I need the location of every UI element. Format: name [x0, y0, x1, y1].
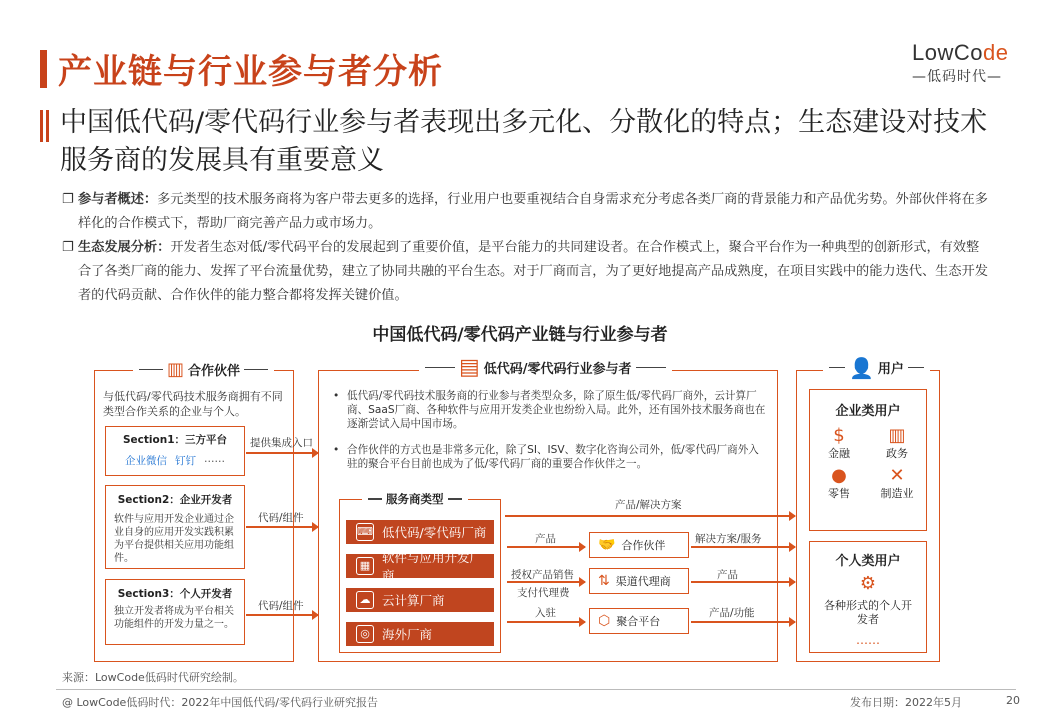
- retail-item: ● 零售: [810, 467, 868, 501]
- label-product: 产品: [535, 533, 556, 545]
- footer-report: @ LowCode低码时代：2022年中国低代码/零代码行业研究报告: [62, 696, 379, 709]
- code-icon: ⌨: [356, 523, 374, 541]
- checkbox-icon: ❐: [62, 192, 74, 207]
- top-arrow-label: 产品/解决方案: [615, 499, 682, 511]
- wecom-logo: 企业微信: [125, 455, 167, 467]
- arrow-partner-out: [691, 546, 795, 548]
- handshake-icon: 🤝: [598, 537, 616, 553]
- hexagon-icon: ⬡: [598, 613, 611, 629]
- participants-panel: [318, 354, 778, 662]
- channel-icon: ⇅: [598, 573, 610, 589]
- type-cloud-vendor: ☁ 云计算厂商: [346, 588, 494, 612]
- arrow3-label: 代码/组件: [258, 600, 304, 612]
- node-partner: 🤝 合作伙伴: [589, 532, 689, 558]
- arrow1-label: 提供集成入口: [250, 437, 313, 449]
- section2-desc: 软件与应用开发企业通过企业自身的应用开发实践积累为平台提供相关应用功能组件。: [114, 514, 234, 564]
- user-icon: 👤: [849, 355, 874, 380]
- arrow-code-enterprise: [246, 526, 318, 528]
- type-overseas-vendor: ◎ 海外厂商: [346, 622, 494, 646]
- arrow2-label: 代码/组件: [258, 512, 304, 524]
- label-product-function: 产品/功能: [709, 607, 755, 619]
- bullet-ecosystem: [62, 236, 992, 308]
- government-item: ▥ 政务: [868, 427, 926, 461]
- checkbox-icon: ❐: [62, 240, 74, 255]
- node-channel: ⇅ 渠道代理商: [589, 568, 689, 594]
- individual-users-card: [809, 541, 927, 653]
- bullet-label: 生态发展分析：: [78, 240, 171, 255]
- partners-desc: 与低代码/零代码技术服务商拥有不同类型合作关系的企业与个人。: [103, 390, 283, 418]
- logo-text-b: de: [982, 40, 1009, 65]
- type-lowcode-vendor: ⌨ 低代码/零代码厂商: [346, 520, 494, 544]
- logo-text-a: LowCo: [912, 40, 983, 65]
- tools-icon: ✕: [889, 465, 905, 486]
- government-icon: ▥: [888, 425, 906, 446]
- arrow-aggregator-out: [691, 621, 795, 623]
- section3-desc: 独立开发者将成为平台相关功能组件的开发力量之一。: [114, 606, 234, 630]
- provider-types-head: 服务商类型: [362, 491, 468, 507]
- label-product-2: 产品: [717, 569, 738, 581]
- section2-title: Section2：企业开发者: [117, 494, 233, 506]
- bullet-overview: [62, 188, 992, 236]
- money-bag-icon: $: [833, 425, 845, 446]
- label-enter: 入驻: [535, 607, 556, 619]
- section2-box: [105, 485, 245, 569]
- partners-head: ▥ 合作伙伴: [133, 360, 274, 379]
- arrow-code-individual: [246, 614, 318, 616]
- more-ellipsis: ……: [204, 453, 225, 465]
- label-fee: 支付代理费: [517, 587, 570, 599]
- brand-logo: [912, 40, 1012, 86]
- document-icon: ▤: [459, 354, 480, 380]
- participants-head: ▤ 低代码/零代码行业参与者: [419, 358, 672, 377]
- arrow-to-channel: [507, 581, 585, 583]
- title-accent-bar: [40, 50, 47, 88]
- summary-bullets: [62, 188, 992, 308]
- manufacturing-item: ✕ 制造业: [868, 467, 926, 501]
- arrow-integration: [246, 452, 318, 454]
- section1-box: [105, 426, 245, 476]
- footer-date: 发布日期：2022年5月: [850, 696, 962, 709]
- building-icon: ▥: [167, 358, 185, 380]
- retail-icon: ●: [831, 465, 847, 486]
- footer-divider: [56, 689, 1016, 690]
- arrow-product-solution: [505, 515, 795, 517]
- node-aggregator: ⬡ 聚合平台: [589, 608, 689, 634]
- globe-icon: ◎: [356, 625, 374, 643]
- apps-icon: ▦: [356, 557, 374, 575]
- section1-platforms: [106, 453, 244, 468]
- page-title: 产业链与行业参与者分析: [58, 52, 443, 92]
- enterprise-users-grid: [810, 427, 926, 501]
- diagram-title: 中国低代码/零代码产业链与行业参与者: [372, 325, 668, 345]
- users-head: 👤 用户: [823, 358, 930, 377]
- finance-item: $ 金融: [810, 427, 868, 461]
- bullet-label: 参与者概述：: [78, 192, 158, 207]
- participants-bullet2: • 合作伙伴的方式也是非常多元化，除了SI、ISV、数字化咨询公司外，低/零代码厂商外入驻的聚合平台目前也成为了低/零代码厂商的重要合作伙伴之一。: [333, 444, 759, 470]
- logo-subtitle: —低码时代—: [912, 69, 1002, 85]
- arrow-channel-out: [691, 581, 795, 583]
- section3-title: Section3：个人开发者: [117, 588, 233, 600]
- page-number: 20: [1006, 694, 1020, 707]
- enterprise-users-card: [809, 389, 927, 531]
- section3-box: [105, 579, 245, 645]
- type-software-vendor: ▦ 软件与应用开发厂商: [346, 554, 494, 578]
- arrow-to-aggregator: [507, 621, 585, 623]
- label-solution-service: 解决方案/服务: [695, 533, 762, 545]
- page-subtitle: 中国低代码/零代码行业参与者表现出多元化、分散化的特点；生态建设对技术服务商的发展具有重要意义: [60, 107, 988, 176]
- section1-title: Section1：三方平台: [122, 434, 228, 446]
- enterprise-users-title: 企业类用户: [835, 404, 901, 419]
- developer-icon: ⚙: [859, 573, 877, 594]
- individual-users-desc: 各种形式的个人开发者: [824, 599, 912, 626]
- bullet-text: 开发者生态对低/零代码平台的发展起到了重要价值，是平台能力的共同建设者。在合作模式上，聚合平台作为一种典型的创新形式，有效整合了各类厂商的能力、发挥了平台流量优势，建立了协同共融的平台生态。对于厂商而言，为了更好地提高产品成熟度，在项目实践中的能力迭代、生态开发者的代码贡献、合作伙伴的能力整合都将发挥关键价值。: [78, 240, 988, 303]
- arrow-to-partner: [507, 546, 585, 548]
- source-note: 来源：LowCode低码时代研究绘制。: [62, 671, 244, 684]
- dingtalk-logo: 钉钉: [175, 455, 196, 467]
- bullet-text: 多元类型的技术服务商将为客户带去更多的选择，行业用户也要重视结合自身需求充分考虑各类厂商的背景能力和产品优劣势。外部伙伴将在多样化的合作模式下，帮助厂商完善产品力或市场力。: [78, 192, 988, 231]
- individual-users-title: 个人类用户: [835, 554, 901, 569]
- label-license: 授权产品销售: [511, 569, 574, 581]
- more-ellipsis: ……: [856, 633, 880, 647]
- participants-bullet1: • 低代码/零代码技术服务商的行业参与者类型众多，除了原生低/零代码厂商外，云计算厂商、SaaS厂商、各种软件与应用开发类企业也纷纷入局。此外，还有国外技术服务商也在逐渐尝试入局中国市场。: [333, 390, 766, 430]
- subtitle-accent-bars: [40, 110, 50, 142]
- cloud-icon: ☁: [356, 591, 374, 609]
- users-panel: [796, 355, 940, 662]
- provider-types-box: [339, 492, 501, 653]
